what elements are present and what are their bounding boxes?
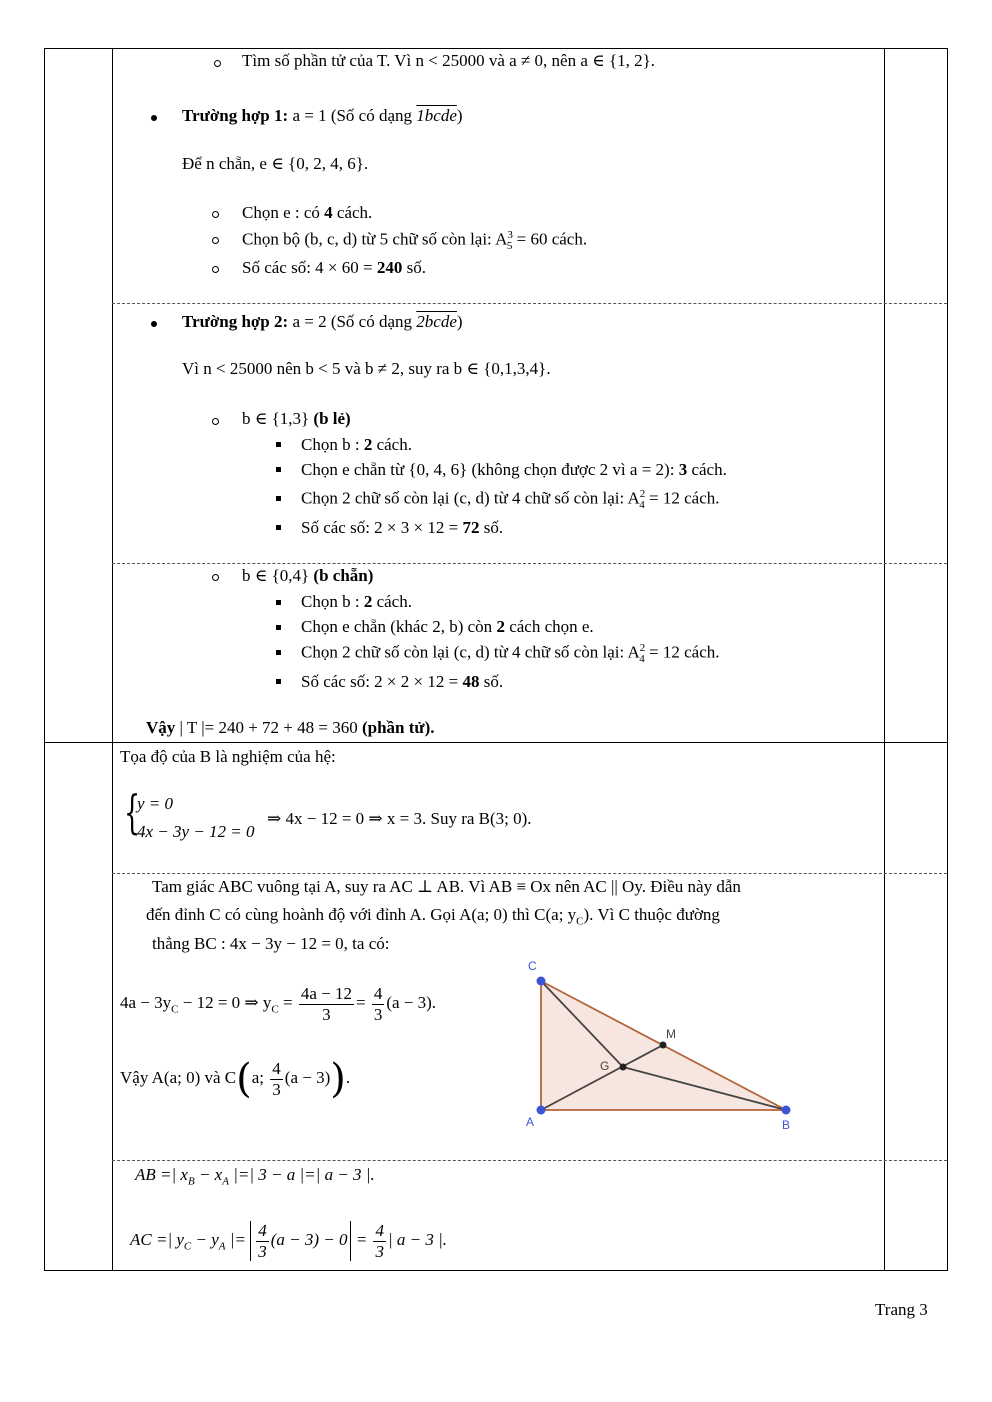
case-1-step-1: Chọn e : có 4 cách. [242, 203, 373, 222]
count-elements-line: Tìm số phần tử của T. Vì n < 25000 và a ≠ 0, nên a ∈ {1, 2}. [242, 51, 656, 70]
table-right-border [947, 48, 948, 1271]
ac-distance: AC =| $y_C - y_A$ |= $\frac{4}{3}$ (a − 3) − 0 = $\frac{4}{3}$ | a − 3 |. [130, 1221, 448, 1261]
triangle-line-2: đến đỉnh C có cùng hoành độ với đỉnh A. Gọi A(a; 0) thì C(a; $y_C$). Vì C thuộc đường [146, 905, 720, 928]
ring-bullet-icon [212, 266, 219, 273]
ring-bullet-icon [212, 418, 219, 425]
case-2b-step-4: Số các số: 2 × 2 × 12 = 48 số. [301, 672, 504, 691]
point-g [620, 1064, 627, 1071]
page-number: Trang 3 [875, 1300, 928, 1319]
point-c [537, 977, 546, 986]
case-1-even-condition: Để n chẵn, e ∈ {0, 2, 4, 6}. [182, 154, 369, 173]
case-2-condition: Vì n < 25000 nên b < 5 và b ≠ 2, suy ra b ∈ {0,1,3,4}. [182, 359, 551, 378]
case-2b-heading: b ∈ {0,4} (b chẵn) [242, 566, 374, 585]
case-2a-step-3: Chọn 2 chữ số còn lại (c, d) từ 4 chữ số còn lại: $A^2_4 = 12$ cách. [301, 488, 720, 512]
case-2b-step-3: Chọn 2 chữ số còn lại (c, d) từ 4 chữ số còn lại: $A^2_4 = 12$ cách. [301, 642, 720, 666]
table-col-divider-2 [884, 48, 885, 1271]
point-a [537, 1106, 546, 1115]
case-2a-heading: b ∈ {1,3} (b lẻ) [242, 409, 351, 428]
dot-bullet-icon [151, 115, 157, 121]
square-bullet-icon [276, 496, 281, 501]
table-bottom-border [44, 1270, 947, 1271]
triangle-line-1: Tam giác ABC vuông tại A, suy ra AC ⊥ AB. Vì AB ≡ Ox nên AC || Oy. Điều này dẫn [152, 877, 741, 896]
table-col-divider-1 [112, 48, 113, 1271]
square-bullet-icon [276, 650, 281, 655]
dashed-separator [112, 873, 947, 874]
label-b: B [782, 1118, 791, 1132]
point-b [782, 1106, 791, 1115]
square-bullet-icon [276, 525, 281, 530]
case-1-step-3: Số các số: 4 × 60 = 240 số. [242, 258, 426, 277]
table-row-separator [44, 742, 947, 743]
dashed-separator [112, 1160, 947, 1161]
system-equation-2: 4x − 3y − 12 = 0 [137, 822, 255, 841]
ring-bullet-icon [212, 574, 219, 581]
square-bullet-icon [276, 625, 281, 630]
system-result: ⇒ 4x − 12 = 0 ⇒ x = 3. Suy ra B(3; 0). [267, 809, 532, 828]
label-a: A [526, 1115, 535, 1129]
dashed-separator [112, 563, 947, 564]
point-m [660, 1042, 667, 1049]
yc-equation: $4a - 3y_C - 12 = 0$ ⇒ $y_C$ = $\frac{4a - 12}{3}$ = $\frac{4}{3}$ (a − 3). [120, 984, 437, 1024]
triangle-line-3: thẳng BC : 4x − 3y − 12 = 0, ta có: [152, 934, 390, 953]
case-1-heading: Trường hợp 1: a = 1 (Số có dạng 1bcde) [182, 106, 463, 125]
vertex-conclusion: Vậy A(a; 0) và C(a; $\frac{4}{3}$ (a − 3)). [120, 1056, 351, 1102]
dashed-separator [112, 303, 947, 304]
table-left-border [44, 48, 45, 1271]
square-bullet-icon [276, 679, 281, 684]
table-top-border [44, 48, 947, 49]
triangle-figure [520, 955, 800, 1135]
ab-distance: AB =| $x_B - x_A$ |=| 3 − a |=| a − 3 |. [135, 1165, 375, 1188]
square-bullet-icon [276, 467, 281, 472]
case-2b-step-1: Chọn b : 2 cách. [301, 592, 412, 611]
system-equation-1: y = 0 [137, 794, 174, 813]
square-bullet-icon [276, 442, 281, 447]
case-2-heading: Trường hợp 2: a = 2 (Số có dạng 2bcde) [182, 312, 463, 331]
system-brace: { [124, 785, 141, 839]
square-bullet-icon [276, 600, 281, 605]
circle-bullet-icon [214, 60, 221, 67]
ring-bullet-icon [212, 211, 219, 218]
total-result: Vậy | T |= 240 + 72 + 48 = 360 (phần tử). [146, 718, 435, 737]
label-m: M [666, 1027, 676, 1041]
case-2a-step-4: Số các số: 2 × 3 × 12 = 72 số. [301, 518, 504, 537]
label-c: C [528, 959, 537, 973]
ring-bullet-icon [212, 237, 219, 244]
case-2b-step-2: Chọn e chẵn (khác 2, b) còn 2 cách chọn e. [301, 617, 594, 636]
dot-bullet-icon [151, 321, 157, 327]
label-g: G [600, 1059, 610, 1073]
point-b-intro: Tọa độ của B là nghiệm của hệ: [120, 747, 336, 766]
case-1-step-2: Chọn bộ (b, c, d) từ 5 chữ số còn lại: $A^3_5 = 60$ cách. [242, 229, 588, 253]
case-2a-step-1: Chọn b : 2 cách. [301, 435, 412, 454]
case-2a-step-2: Chọn e chẵn từ {0, 4, 6} (không chọn được 2 vì a = 2): 3 cách. [301, 460, 727, 479]
